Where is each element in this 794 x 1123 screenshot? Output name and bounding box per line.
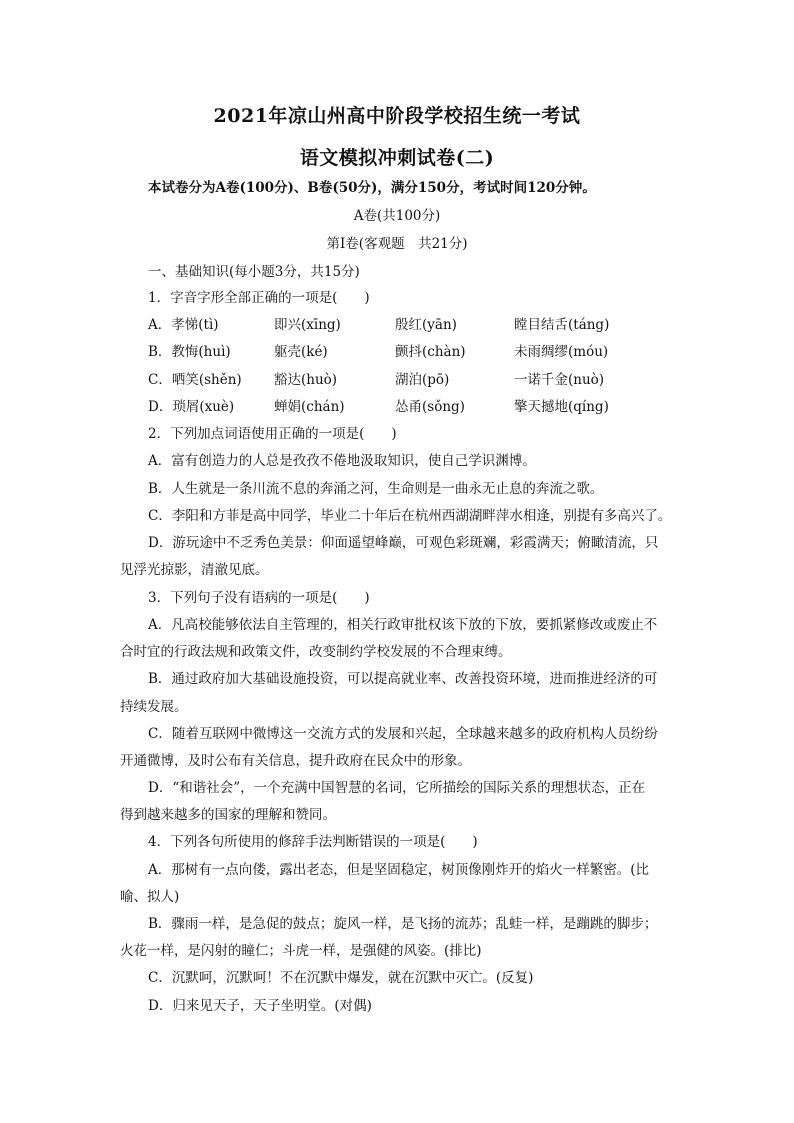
q1-stem: 1．字音字形全部正确的一项是( ) (148, 290, 370, 306)
q3-option-d: D．“和谐社会”，一个充满中国智慧的名词，它所描绘的国际关系的理想状态，正在 (148, 780, 646, 796)
q3-option-b: B．通过政府加大基础设施投资，可以提高就业率、改善投资环境，进而推进经济的可 (148, 671, 658, 687)
q1-a-2: 即兴(xīng) (274, 317, 341, 333)
q1-a-1: A．孝悌(tì) (148, 317, 219, 333)
q2-option-d: D．游玩途中不乏秀色美景：仰面遥望峰巅，可观色彩斑斓，彩霞满天；俯瞰清流，只 (148, 535, 659, 551)
q1-c-3: 湖泊(pō) (395, 372, 450, 388)
q2-option-b: B．人生就是一条川流不息的奔涌之河，生命则是一曲永无止息的奔流之歌。 (148, 481, 604, 497)
q1-b-2: 躯壳(ké) (274, 344, 328, 360)
q3-option-b-cont: 持续发展。 (120, 699, 188, 715)
q1-b-3: 颤抖(chàn) (395, 344, 466, 360)
q3-stem: 3．下列句子没有语病的一项是( ) (148, 590, 370, 606)
section1-heading: 一、基础知识(每小题3分，共15分) (148, 264, 360, 280)
q4-option-b: B．骤雨一样，是急促的鼓点；旋风一样，是飞扬的流苏；乱蛙一样，是蹦跳的脚步； (148, 916, 658, 932)
q3-option-a-cont: 合时宜的行政法规和政策文件，改变制约学校发展的不合理束缚。 (120, 644, 512, 660)
q4-option-a: A．那树有一点向偻，露出老态，但是坚固稳定，树顶像刚炸开的焰火一样繁密。(比 (148, 862, 650, 878)
q2-option-c: C．李阳和方菲是高中同学，毕业二十年后在杭州西湖湖畔萍水相逢，别提有多高兴了。 (148, 508, 672, 524)
q4-option-d: D．归来见天子，天子坐明堂。(对偶) (148, 998, 372, 1014)
q2-option-d-cont: 见浮光掠影，清澈见底。 (120, 562, 269, 578)
volume-a-heading: A卷(共100分) (353, 208, 441, 224)
q4-option-a-cont: 喻、拟人) (120, 889, 180, 905)
exam-subtitle: 语文模拟冲刺试卷(二) (299, 147, 495, 169)
q4-stem: 4．下列各句所使用的修辞手法判断错误的一项是( ) (148, 834, 478, 850)
q3-option-c: C．随着互联网中微博这一交流方式的发展和兴起，全球越来越多的政府机构人员纷纷 (148, 726, 658, 742)
q1-d-2: 蝉娟(chán) (274, 399, 345, 415)
q3-option-d-cont: 得到越来越多的国家的理解和赞同。 (120, 807, 336, 823)
q1-c-2: 豁达(huò) (274, 372, 338, 388)
q4-option-b-cont: 火花一样，是闪射的瞳仁；斗虎一样，是强健的风姿。(排比) (120, 943, 482, 959)
q4-option-c: C．沉默呵，沉默呵！不在沉默中爆发，就在沉默中灭亡。(反复) (148, 970, 534, 986)
q1-d-4: 擎天撼地(qíng) (514, 399, 609, 415)
exam-title: 2021年凉山州高中阶段学校招生统一考试 (213, 105, 581, 127)
q1-a-3: 殷红(yān) (395, 317, 457, 333)
q2-stem: 2．下列加点词语使用正确的一项是( ) (148, 426, 397, 442)
q1-c-4: 一诺千金(nuò) (514, 372, 605, 388)
q3-option-a: A．凡高校能够依法自主管理的，相关行政审批权该下放的下放，要抓紧修改或废止不 (148, 617, 658, 633)
q1-a-4: 瞠目结舌(táng) (514, 317, 610, 333)
q1-d-3: 怂甬(sǒng) (395, 399, 465, 415)
q1-c-1: C．哂笑(shěn) (148, 372, 242, 388)
q3-option-c-cont: 开通微博，及时公布有关信息，提升政府在民众中的形象。 (120, 753, 471, 769)
q2-option-a: A．富有创造力的人总是孜孜不倦地汲取知识，使自己学识渊博。 (148, 453, 536, 469)
part1-heading: 第Ⅰ卷(客观题 共21分) (326, 236, 468, 252)
q1-b-4: 未雨绸缪(móu) (514, 344, 609, 360)
q1-d-1: D．琐屑(xuè) (148, 399, 235, 415)
q1-b-1: B．教悔(huì) (148, 344, 231, 360)
exam-intro: 本试卷分为A卷(100分)、B卷(50分)，满分150分，考试时间120分钟。 (148, 180, 596, 196)
